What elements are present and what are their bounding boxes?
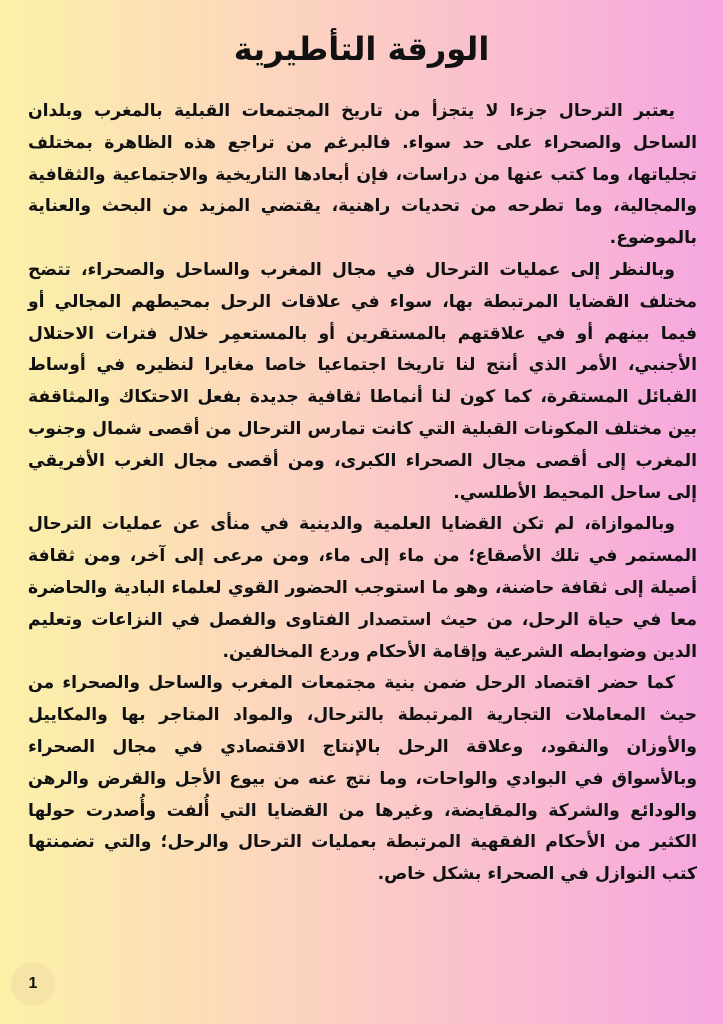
paragraph-3: وبالموازاة، لم تكن القضايا العلمية والدينية في منأى عن عمليات الترحال المستمر في تلك الأصقاع؛ من ماء إلى ماء، ومن مرعى إلى آخر، ومن ثقافة أصيلة إلى ثقافة حاضنة، وهو ما استوجب الحضور القوي لعلماء البادية والحاضرة معا في حياة الرحل، من حيث استصدار الفتاوى والفصل في النزاعات وتعليم الدين وضوابطه الشرعية وإقامة الأحكام وردع المخالفين. — [28, 514, 697, 662]
paragraph-2: وبالنظر إلى عمليات الترحال في مجال المغرب والساحل والصحراء، تتضح مختلف القضايا المرتبطة بها، سواء في علاقات الرحل بمحيطهم المجالي أو فيما بينهم أو في علاقتهم بالمستقرين أو بالمستعمِر خلال فترات الاحتلال الأجنبي، الأمر الذي أنتج لنا تاريخا اجتماعيا خاصا مغايرا لنظيره في أوساط القبائل المستقرة، كما كون لنا أنماطا ثقافية جديدة بفعل الاحتكاك والمثاقفة بين مختلف المكونات القبلية التي كانت تمارس الترحال من أقصى شمال وجنوب المغرب إلى أقصى مجال الصحراء الكبرى، ومن أقصى مجال الغرب الأفريقي إلى ساحل المحيط الأطلسي. — [28, 259, 697, 503]
page-number: 1 — [28, 975, 38, 992]
paragraph-1: يعتبر الترحال جزءا لا يتجزأ من تاريخ المجتمعات القبلية بالمغرب وبلدان الساحل والصحراء على حد سواء. فالبرغم من تراجع هذه الظاهرة بمختلف تجلياتها، وما كتب عنها من دراسات، فإن أبعادها التاريخية والاجتماعية والثقافية والمجالية، وما تطرحه من تحديات راهنية، يقتضي المزيد من البحث والعناية بالموضوع. — [28, 101, 697, 249]
paragraph-4: كما حضر اقتصاد الرحل ضمن بنية مجتمعات المغرب والساحل والصحراء من حيث المعاملات التجارية المرتبطة بالترحال، والمواد المتاجر بها والمكاييل والأوزان والنقود، وعلاقة الرحل بالإنتاج الاقتصادي في مجال الصحراء وبالأسواق في البوادي والواحات، وما نتج عنه من بيوع الأجل والقرض والرهن والودائع والشركة والمقايضة، وغيرها من القضايا التي أُلفت وأُصدرت حولها الكثير من الأحكام الفقهية المرتبطة بعمليات الترحال والرحل؛ والتي تضمنتها كتب النوازل في الصحراء بشكل خاص. — [28, 673, 697, 885]
document-title: الورقة التأطيرية — [233, 30, 490, 68]
document-body — [28, 96, 697, 891]
page-number-badge — [11, 962, 55, 1006]
